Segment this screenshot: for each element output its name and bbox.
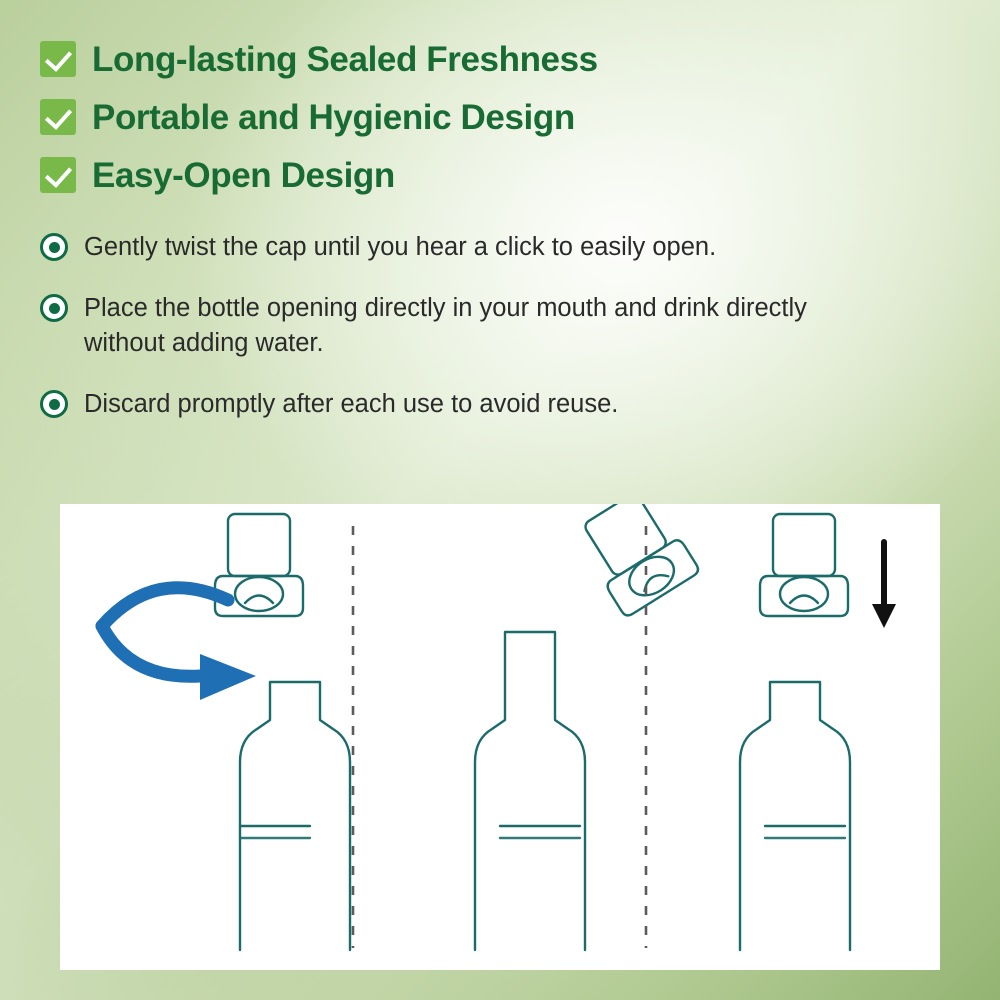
remove-cap-step xyxy=(475,504,701,950)
feature-item xyxy=(40,94,940,140)
feature-label: Portable and Hygienic Design xyxy=(92,97,575,137)
twist-cap-step xyxy=(215,514,350,950)
radio-dot-icon xyxy=(40,294,68,322)
instruction-item xyxy=(40,291,900,360)
instruction-list xyxy=(40,230,900,449)
check-icon xyxy=(40,157,76,193)
instruction-item xyxy=(40,387,900,421)
feature-label: Long-lasting Sealed Freshness xyxy=(92,39,598,79)
radio-dot-icon xyxy=(40,233,68,261)
down-arrow-icon xyxy=(872,542,896,628)
instruction-item xyxy=(40,230,900,264)
instruction-diagram-panel xyxy=(60,504,940,970)
rotate-arrow-icon xyxy=(102,588,256,700)
radio-dot-icon xyxy=(40,390,68,418)
feature-item xyxy=(40,36,940,82)
instruction-text: Gently twist the cap until you hear a click to easily open. xyxy=(84,233,717,261)
feature-label: Easy-Open Design xyxy=(92,155,395,195)
feature-item xyxy=(40,152,940,198)
feature-list xyxy=(40,36,940,210)
instruction-text: Discard promptly after each use to avoid reuse. xyxy=(84,390,619,419)
check-icon xyxy=(40,99,76,135)
drink-step xyxy=(740,514,850,950)
check-icon xyxy=(40,41,76,77)
instruction-text: Place the bottle opening directly in your mouth and drink directly without adding water. xyxy=(84,294,807,357)
